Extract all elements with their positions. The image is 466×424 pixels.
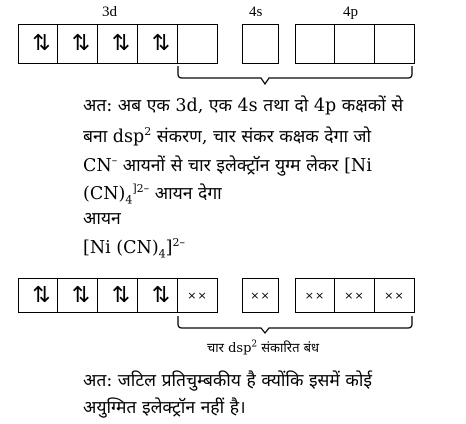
paragraph-line-4: $(CN)_4^{]2-}$ आयन देगा (83, 182, 222, 207)
paired-electron-arrows-icon: ⇅ (111, 31, 124, 56)
label-4s: 4s (249, 4, 263, 20)
paired-electron-arrows-icon: ⇅ (32, 282, 44, 308)
hybrid-bonds-caption: चार dsp$^2$ संकारित बंध (207, 339, 320, 356)
paragraph-line-3: CN– आयनों से चार इलेक्ट्रॉन युग्म लेकर [Ni (83, 154, 372, 176)
ligand-electron-pair-icon: ×× (304, 289, 326, 302)
paired-electron-arrows-icon: ⇅ (151, 282, 164, 308)
ligand-electron-pair-icon: ×× (187, 289, 208, 302)
paragraph-line-1: अत: अब एक 3d, एक 4s तथा दो 4p कक्षकों से (83, 96, 404, 116)
paired-electron-arrows-icon: ⇅ (71, 31, 84, 56)
ligand-electron-pair-icon: ×× (250, 289, 271, 302)
hybrid-brace-top (0, 0, 466, 100)
paired-electron-arrows-icon: ⇅ (71, 282, 84, 308)
paired-electron-arrows-icon: ⇅ (32, 31, 44, 56)
conclusion-line-1: अत: जटिल प्रतिचुम्बकीय है क्योंकि इसमें कोई (83, 371, 372, 391)
paired-electron-arrows-icon: ⇅ (151, 31, 164, 56)
ligand-electron-pair-icon: ×× (344, 289, 365, 302)
ion-formula: [Ni $(CN)_4]^{2-}$ (83, 236, 185, 261)
ion-label: आयन (83, 209, 121, 229)
ligand-electron-pair-icon: ×× (384, 289, 405, 302)
label-4p: 4p (343, 4, 358, 20)
conclusion-line-2: अयुग्मित इलेक्ट्रॉन नहीं है। (83, 398, 246, 418)
paired-electron-arrows-icon: ⇅ (111, 282, 124, 308)
paragraph-line-2: बना dsp$^2$ संकरण, चार संकर कक्षक देगा जो (83, 125, 372, 147)
label-3d: 3d (102, 4, 117, 20)
